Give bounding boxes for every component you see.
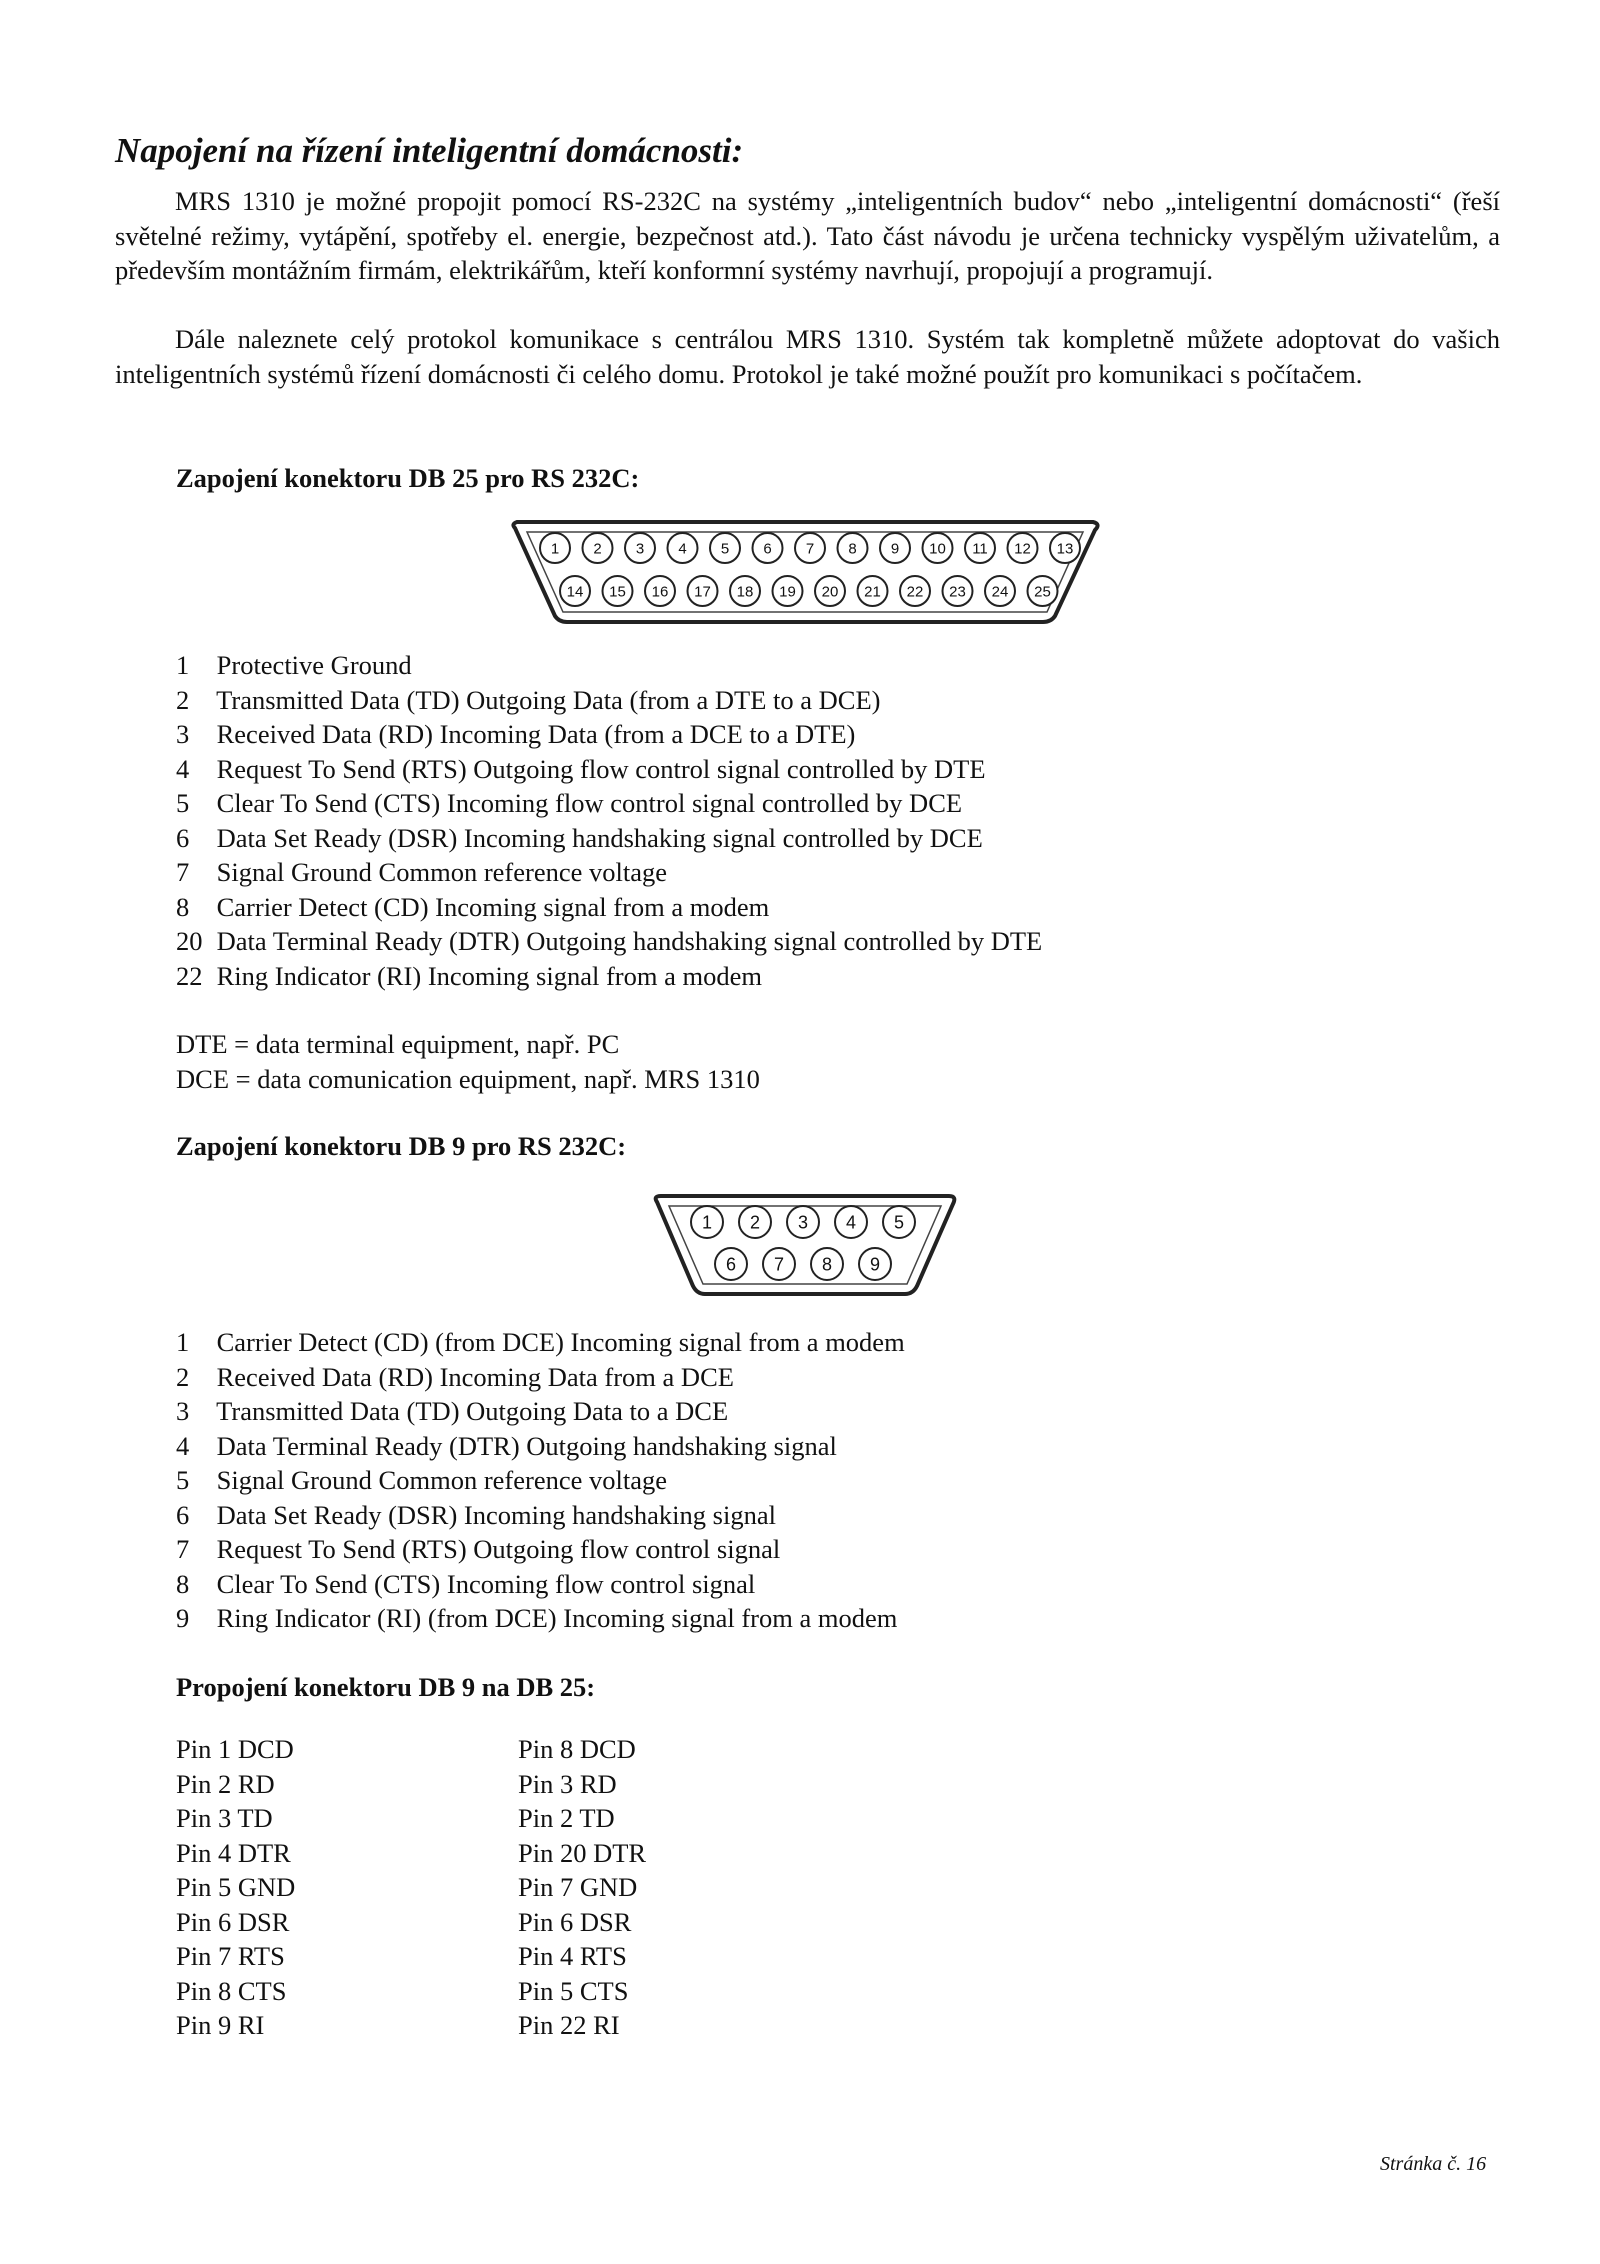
db25-pin-label: 23 — [949, 583, 966, 601]
db9-pin-label: 5 — [893, 1212, 905, 1233]
db25-pin-label: 3 — [635, 540, 645, 558]
mapping-row — [176, 1767, 646, 1802]
db25-pin-item — [176, 855, 1042, 890]
db9-pin-item-number: 4 — [176, 1430, 190, 1461]
db9-pin-item-text: Transmitted Data (TD) Outgoing Data to a DCE — [216, 1396, 729, 1426]
db25-pin-label: 7 — [805, 540, 815, 558]
db25-connector-diagram — [505, 518, 1105, 628]
db25-pin-item-text: Carrier Detect (CD) Incoming signal from a modem — [216, 891, 770, 922]
db25-pin-item — [176, 786, 1042, 821]
db9-pin-item-text: Ring Indicator (RI) (from DCE) Incoming signal from a modem — [216, 1603, 898, 1633]
mapping-row — [176, 1939, 646, 1974]
mapping-row — [176, 1836, 646, 1871]
mapping-row — [176, 1974, 646, 2009]
db25-pin-label: 11 — [972, 540, 988, 558]
page-number: Stránka č. 16 — [1380, 2153, 1487, 2175]
db9-pin-item — [176, 1394, 905, 1429]
mapping-db25-pin: Pin 5 CTS — [518, 1975, 629, 2006]
page-title: Napojení na řízení inteligentní domácnosti: — [115, 131, 744, 170]
db9-pin-item-number: 2 — [176, 1361, 190, 1392]
db25-pin-item-text: Request To Send (RTS) Outgoing flow control signal controlled by DTE — [216, 753, 986, 784]
db25-pin-item-number: 3 — [176, 719, 190, 749]
mapping-db25-pin: Pin 7 GND — [518, 1872, 638, 1902]
db25-pin-label: 20 — [821, 583, 839, 601]
db9-pin-item — [176, 1532, 905, 1567]
mapping-db9-pin: Pin 5 GND — [176, 1872, 296, 1902]
db9-pin-item-number: 7 — [176, 1534, 190, 1564]
db25-pin-item — [176, 959, 1042, 994]
db9-pin-label: 8 — [821, 1254, 833, 1275]
db9-pin-item — [176, 1601, 905, 1636]
db9-pin-label: 2 — [749, 1212, 761, 1233]
db25-pin-label: 17 — [694, 583, 711, 601]
db25-notes — [176, 1027, 760, 1096]
db25-pin-label: 22 — [906, 583, 924, 601]
mapping-row — [176, 2008, 646, 2043]
db25-pin-item — [176, 752, 1042, 787]
db9-pin-item-text: Data Set Ready (DSR) Incoming handshaking signal — [216, 1499, 776, 1530]
mapping-db25-pin: Pin 6 DSR — [518, 1906, 632, 1937]
mapping-row — [176, 1732, 646, 1767]
db25-pin-label: 10 — [929, 540, 946, 558]
db25-pin-label: 4 — [678, 540, 687, 558]
db9-pin-item-number: 6 — [176, 1499, 190, 1530]
db9-pin-item — [176, 1498, 905, 1533]
db25-pin-item-number: 22 — [176, 960, 203, 991]
db25-pin-item-text: Ring Indicator (RI) Incoming signal from a modem — [216, 960, 762, 991]
db9-pin-label: 1 — [701, 1212, 713, 1233]
mapping-db9-pin: Pin 3 TD — [176, 1803, 273, 1833]
db9-pin-label: 4 — [845, 1212, 857, 1233]
db9-connector-diagram — [645, 1192, 965, 1298]
db25-pin-label: 21 — [864, 583, 881, 601]
db25-pin-item-number: 7 — [176, 857, 190, 887]
mapping-db9-pin: Pin 8 CTS — [176, 1975, 287, 2006]
db9-pin-item-number: 9 — [176, 1603, 190, 1633]
dce-note: DCE = data comunication equipment, např. MRS 1310 — [176, 1063, 760, 1094]
db9-pin-item-text: Clear To Send (CTS) Incoming flow control signal — [216, 1568, 756, 1599]
db9-pin-item-text: Signal Ground Common reference voltage — [216, 1465, 667, 1495]
db25-pin-label: 12 — [1014, 540, 1031, 558]
db25-pin-label: 1 — [550, 540, 560, 558]
db25-pin-label: 16 — [651, 583, 669, 601]
db9-pin-item-text: Request To Send (RTS) Outgoing flow control signal — [216, 1534, 781, 1564]
db25-pin-item — [176, 648, 1042, 683]
mapping-row — [176, 1905, 646, 1940]
mapping-db9-pin: Pin 7 RTS — [176, 1941, 285, 1971]
intro-paragraph: MRS 1310 je možné propojit pomocí RS-232C na systémy „inteligentních budov“ nebo „inteligentní domácnosti“ (řeší světelné režimy, vytápění, spotřeby el. energie, bezpečnost atd.). Tato část návodu je určena technicky vyspělým uživatelům, a především montážním firmám, elektrikářům, kteří konformní systémy navrhují, propojují a programují. — [115, 186, 1500, 285]
db25-pin-label: 24 — [991, 583, 1009, 601]
db25-pin-label: 8 — [848, 540, 857, 558]
db9-pin-item-number: 1 — [176, 1327, 190, 1357]
db9-pin-item — [176, 1325, 905, 1360]
db9-pin-item — [176, 1567, 905, 1602]
db25-pin-item — [176, 890, 1042, 925]
db9-to-db25-mapping-table — [176, 1732, 646, 2043]
db9-heading: Zapojení konektoru DB 9 pro RS 232C: — [176, 1131, 627, 1161]
db9-pin-item-text: Received Data (RD) Incoming Data from a DCE — [216, 1361, 734, 1392]
db25-pin-item — [176, 924, 1042, 959]
mapping-db25-pin: Pin 22 RI — [518, 2010, 620, 2040]
db25-pin-item-number: 4 — [176, 753, 190, 784]
db25-pin-label: 15 — [609, 583, 626, 601]
db9-pin-label: 3 — [797, 1212, 809, 1233]
mapping-db25-pin: Pin 2 TD — [518, 1803, 615, 1833]
protocol-paragraph: Dále naleznete celý protokol komunikace s centrálou MRS 1310. Systém tak kompletně můžete adoptovat do vašich inteligentních systémů řízení domácnosti či celého domu. Protokol je také možné použít pro komunikaci s počítačem. — [115, 324, 1500, 389]
db25-pin-label: 13 — [1056, 540, 1074, 558]
mapping-row — [176, 1870, 646, 1905]
db9-pin-item-number: 3 — [176, 1396, 190, 1426]
db25-pin-item-text: Data Terminal Ready (DTR) Outgoing handshaking signal controlled by DTE — [216, 926, 1043, 956]
db25-pin-item-number: 6 — [176, 822, 190, 853]
db9-pin-item-text: Carrier Detect (CD) (from DCE) Incoming signal from a modem — [216, 1327, 905, 1357]
db25-pin-item-text: Data Set Ready (DSR) Incoming handshaking signal controlled by DCE — [216, 822, 983, 853]
db25-pin-label: 18 — [736, 583, 754, 601]
db25-pin-item-text: Protective Ground — [216, 650, 412, 680]
db25-pin-item-number: 20 — [176, 926, 203, 956]
mapping-row — [176, 1801, 646, 1836]
db9-pin-item — [176, 1463, 905, 1498]
db25-pin-label: 19 — [779, 583, 796, 601]
db25-pin-item-text: Received Data (RD) Incoming Data (from a DCE to a DTE) — [216, 719, 856, 749]
mapping-db25-pin: Pin 20 DTR — [518, 1837, 647, 1868]
db25-pin-item-number: 5 — [176, 788, 190, 818]
db25-pin-label: 6 — [763, 540, 772, 558]
db25-pin-item-text: Transmitted Data (TD) Outgoing Data (from a DTE to a DCE) — [216, 684, 881, 715]
db25-pin-item — [176, 821, 1042, 856]
db9-pin-list — [176, 1325, 905, 1636]
mapping-db9-pin: Pin 1 DCD — [176, 1734, 294, 1764]
mapping-db25-pin: Pin 4 RTS — [518, 1941, 627, 1971]
mapping-db9-pin: Pin 2 RD — [176, 1768, 275, 1799]
db25-pin-item-number: 8 — [176, 891, 190, 922]
db25-pin-list — [176, 648, 1042, 993]
db25-pin-label: 5 — [720, 540, 730, 558]
dte-note: DTE = data terminal equipment, např. PC — [176, 1029, 620, 1059]
db9-pin-item — [176, 1429, 905, 1464]
db9-pin-item-text: Data Terminal Ready (DTR) Outgoing handshaking signal — [216, 1430, 837, 1461]
mapping-db9-pin: Pin 4 DTR — [176, 1837, 291, 1868]
db25-pin-item — [176, 683, 1042, 718]
db9-pin-item-number: 8 — [176, 1568, 190, 1599]
db25-pin-item — [176, 717, 1042, 752]
db25-pin-label: 2 — [593, 540, 602, 558]
mapping-heading: Propojení konektoru DB 9 na DB 25: — [176, 1672, 596, 1702]
db9-pin-item-number: 5 — [176, 1465, 190, 1495]
db9-pin-label: 7 — [773, 1254, 785, 1275]
db25-pin-item-number: 2 — [176, 684, 190, 715]
db25-heading: Zapojení konektoru DB 25 pro RS 232C: — [176, 463, 640, 493]
db25-pin-item-number: 1 — [176, 650, 190, 680]
mapping-db9-pin: Pin 9 RI — [176, 2010, 265, 2040]
mapping-db25-pin: Pin 8 DCD — [518, 1734, 636, 1764]
mapping-db25-pin: Pin 3 RD — [518, 1768, 617, 1799]
db25-pin-label: 25 — [1034, 583, 1051, 601]
db9-pin-label: 6 — [725, 1254, 737, 1275]
mapping-db9-pin: Pin 6 DSR — [176, 1906, 290, 1937]
db25-pin-item-text: Clear To Send (CTS) Incoming flow control signal controlled by DCE — [216, 788, 963, 818]
db25-pin-label: 9 — [890, 540, 900, 558]
db25-pin-item-text: Signal Ground Common reference voltage — [216, 857, 667, 887]
db9-pin-item — [176, 1360, 905, 1395]
db9-pin-label: 9 — [869, 1254, 881, 1275]
db25-pin-label: 14 — [566, 583, 584, 601]
